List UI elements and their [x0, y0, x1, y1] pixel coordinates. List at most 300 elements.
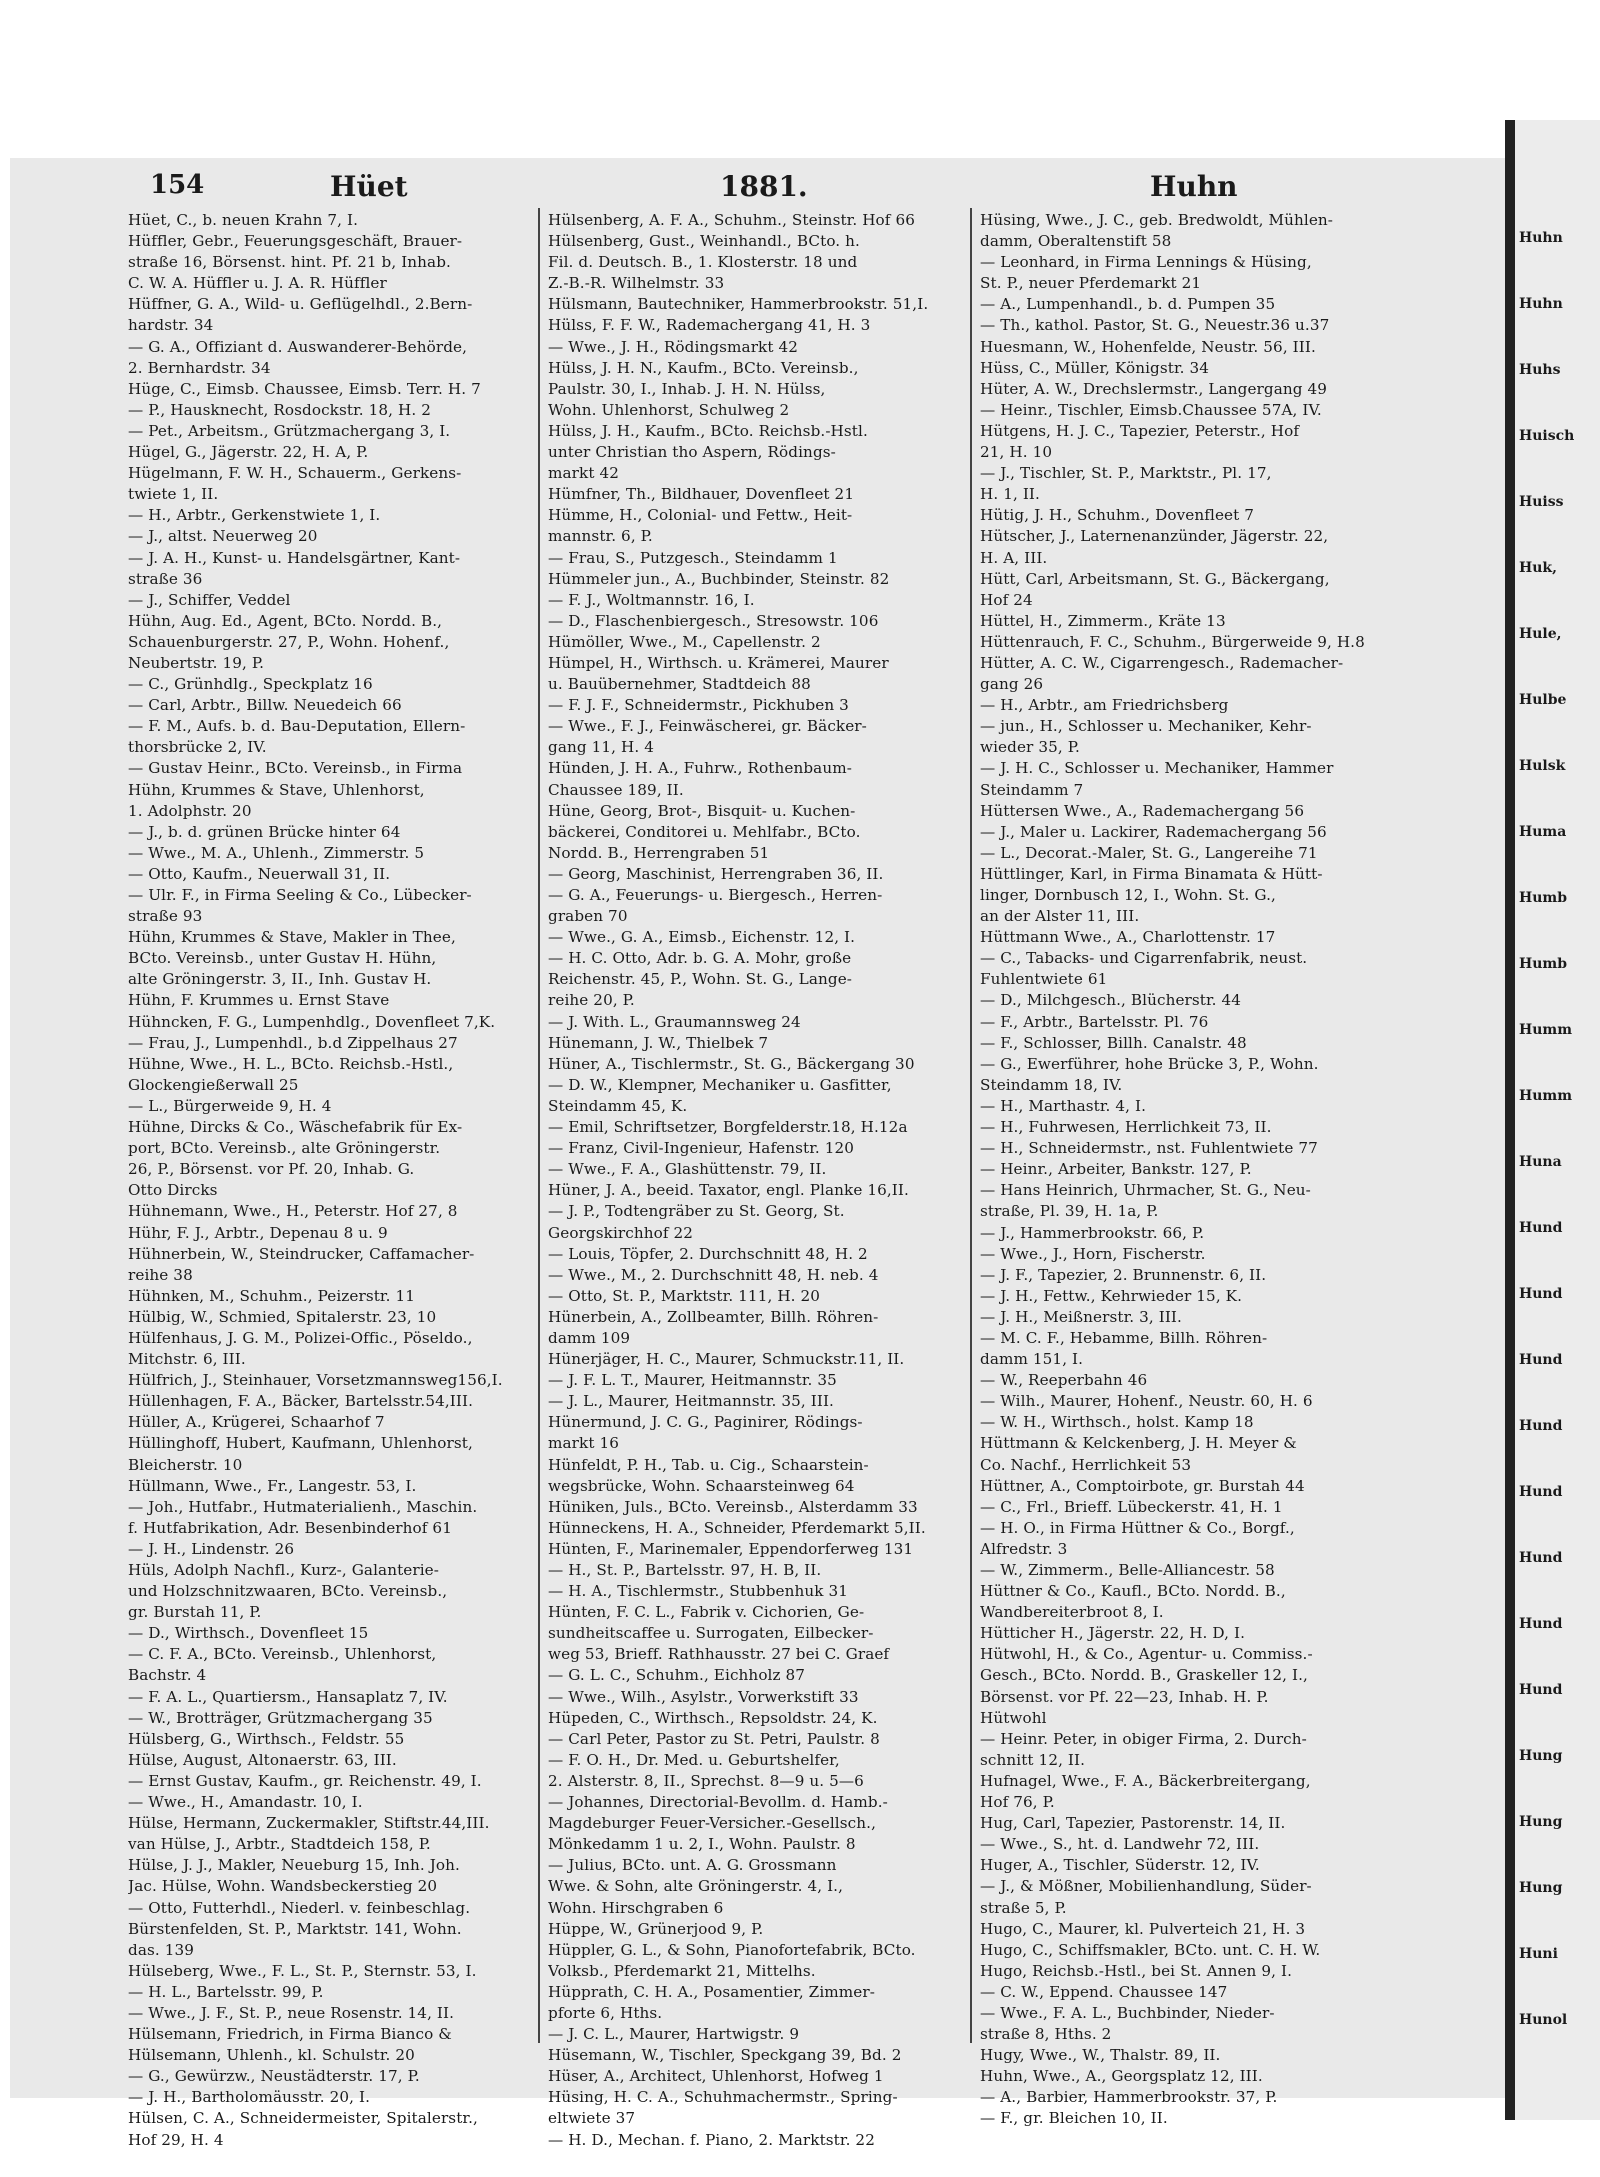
- directory-line: Hof 24: [980, 590, 1033, 609]
- directory-line: — J. A. H., Kunst- u. Handelsgärtner, Kant-: [128, 548, 461, 567]
- directory-line: straße 16, Börsenst. hint. Pf. 21 b, Inhab.: [128, 253, 451, 272]
- directory-line: Hüttel, H., Zimmerm., Kräte 13: [980, 611, 1226, 630]
- next-page-fragment: Huisch: [1519, 428, 1575, 444]
- directory-line: — J. With. L., Graumannsweg 24: [548, 1012, 801, 1031]
- directory-line: Hugo, C., Schiffsmakler, BCto. unt. C. H. W.: [980, 1940, 1321, 1959]
- directory-line: Hümöller, Wwe., M., Capellenstr. 2: [548, 632, 821, 651]
- directory-line: — F. A. L., Quartiersm., Hansaplatz 7, IV.: [128, 1687, 448, 1706]
- directory-line: Huger, A., Tischler, Süderstr. 12, IV.: [980, 1856, 1260, 1875]
- directory-line: — Franz, Civil-Ingenieur, Hafenstr. 120: [548, 1139, 855, 1158]
- next-page-fragment: Huna: [1519, 1154, 1562, 1170]
- directory-line: mannstr. 6, P.: [548, 527, 653, 546]
- directory-line: bäckerei, Conditorei u. Mehlfabr., BCto.: [548, 822, 861, 841]
- directory-line: — F. M., Aufs. b. d. Bau-Deputation, Ellern-: [128, 717, 466, 736]
- directory-line: — Wwe., J. H., Rödingsmarkt 42: [548, 337, 799, 356]
- directory-line: Hüne, Georg, Brot-, Bisquit- u. Kuchen-: [548, 801, 856, 820]
- directory-line: Hütgens, H. J. C., Tapezier, Peterstr., Hof: [980, 421, 1300, 440]
- directory-line: — Ernst Gustav, Kaufm., gr. Reichenstr. 49, I.: [128, 1771, 482, 1790]
- directory-line: Hülss, J. H., Kaufm., BCto. Reichsb.-Hstl.: [548, 421, 868, 440]
- directory-line: Hügelmann, F. W. H., Schauerm., Gerkens-: [128, 464, 462, 483]
- directory-line: Hof 29, H. 4: [128, 2130, 224, 2149]
- directory-line: — A., Barbier, Hammerbrookstr. 37, P.: [980, 2088, 1278, 2107]
- directory-line: Hug, Carl, Tapezier, Pastorenstr. 14, II.: [980, 1814, 1286, 1833]
- directory-line: — C., Grünhdlg., Speckplatz 16: [128, 675, 373, 694]
- directory-line: Hümpel, H., Wirthsch. u. Krämerei, Maurer: [548, 653, 889, 672]
- directory-line: markt 16: [548, 1434, 619, 1453]
- directory-line: — Julius, BCto. unt. A. G. Grossmann: [548, 1856, 837, 1875]
- next-page-fragment: Hule,: [1519, 626, 1562, 642]
- directory-line: Hülse, August, Altonaerstr. 63, III.: [128, 1750, 397, 1769]
- directory-line: linger, Dornbusch 12, I., Wohn. St. G.,: [980, 886, 1276, 904]
- directory-line: — G. L. C., Schuhm., Eichholz 87: [548, 1666, 806, 1685]
- directory-line: Hüller, A., Krügerei, Schaarhof 7: [128, 1413, 385, 1432]
- directory-line: Hünerjäger, H. C., Maurer, Schmuckstr.11, II.: [548, 1350, 905, 1369]
- directory-line: — Georg, Maschinist, Herrengraben 36, II.: [548, 864, 884, 883]
- directory-line: Hüttlinger, Karl, in Firma Binamata & Hütt-: [980, 864, 1323, 883]
- directory-line: Steindamm 7: [980, 780, 1084, 799]
- directory-line: Hüllenhagen, F. A., Bäcker, Bartelsstr.54,III.: [128, 1392, 474, 1411]
- directory-line: — Emil, Schriftsetzer, Borgfelderstr.18, H.12a: [548, 1118, 908, 1137]
- directory-line: — Otto, St. P., Marktstr. 111, H. 20: [548, 1286, 821, 1305]
- directory-line: — Wwe., H., Amandastr. 10, I.: [128, 1793, 363, 1812]
- directory-line: — J. P., Todtengräber zu St. Georg, St.: [548, 1202, 845, 1221]
- directory-line: — M. C. F., Hebamme, Billh. Röhren-: [980, 1328, 1268, 1347]
- next-page-fragment: Hunol: [1519, 2012, 1568, 2028]
- directory-line: Hugy, Wwe., W., Thalstr. 89, II.: [980, 2046, 1221, 2065]
- directory-line: Hülsenberg, Gust., Weinhandl., BCto. h.: [548, 232, 860, 251]
- directory-line: Hülse, Hermann, Zuckermakler, Stiftstr.44,III.: [128, 1814, 490, 1833]
- directory-line: — Louis, Töpfer, 2. Durchschnitt 48, H. 2: [548, 1244, 868, 1263]
- directory-line: — Heinr., Tischler, Eimsb.Chaussee 57A, IV.: [980, 400, 1322, 419]
- directory-line: — F., Schlosser, Billh. Canalstr. 48: [980, 1033, 1247, 1052]
- directory-line: — J. C. L., Maurer, Hartwigstr. 9: [548, 2025, 800, 2044]
- directory-line: — F. J., Woltmannstr. 16, I.: [548, 590, 755, 609]
- next-page-fragment: Humb: [1519, 956, 1568, 972]
- directory-line: straße 8, Hths. 2: [980, 2025, 1112, 2044]
- directory-line: — G. A., Feuerungs- u. Biergesch., Herren-: [548, 886, 883, 904]
- directory-line: Hühncken, F. G., Lumpenhdlg., Dovenfleet 7,K.: [128, 1012, 496, 1031]
- directory-line: St. P., neuer Pferdemarkt 21: [980, 274, 1202, 293]
- directory-line: — Wwe., Wilh., Asylstr., Vorwerkstift 33: [548, 1687, 859, 1706]
- next-page-fragment: Hund: [1519, 1682, 1563, 1698]
- directory-line: Hüpprath, C. H. A., Posamentier, Zimmer-: [548, 1982, 875, 2001]
- directory-line: Hüttner & Co., Kaufl., BCto. Nordd. B.,: [980, 1582, 1286, 1601]
- directory-line: Hülse, J. J., Makler, Neueburg 15, Inh. Joh.: [128, 1856, 460, 1875]
- directory-line: 21, H. 10: [980, 443, 1053, 462]
- directory-line: Hühn, F. Krummes u. Ernst Stave: [128, 991, 390, 1010]
- directory-line: Hufnagel, Wwe., F. A., Bäckerbreitergang,: [980, 1771, 1311, 1790]
- book-gutter: [1505, 120, 1515, 2120]
- next-page-fragment: Hund: [1519, 1220, 1563, 1236]
- directory-line: H. A, III.: [980, 548, 1048, 567]
- directory-line: — Wilh., Maurer, Hohenf., Neustr. 60, H. 6: [980, 1392, 1313, 1411]
- directory-line: Hüner, J. A., beeid. Taxator, engl. Planke 16,II.: [548, 1181, 909, 1200]
- directory-line: Hütticher H., Jägerstr. 22, H. D, I.: [980, 1624, 1246, 1643]
- directory-line: Hünemann, J. W., Thielbek 7: [548, 1033, 769, 1052]
- directory-line: wegsbrücke, Wohn. Schaarsteinweg 64: [548, 1476, 855, 1495]
- directory-line: — H. C. Otto, Adr. b. G. A. Mohr, große: [548, 949, 852, 968]
- directory-line: Hüllmann, Wwe., Fr., Langestr. 53, I.: [128, 1476, 417, 1495]
- directory-line: straße 93: [128, 907, 203, 926]
- directory-line: Hühne, Dircks & Co., Wäschefabrik für Ex-: [128, 1118, 463, 1137]
- directory-line: Hünden, J. H. A., Fuhrw., Rothenbaum-: [548, 759, 852, 778]
- directory-line: Hüner, A., Tischlermstr., St. G., Bäckergang 30: [548, 1054, 915, 1073]
- directory-line: — Leonhard, in Firma Lennings & Hüsing,: [980, 253, 1312, 272]
- directory-line: — Frau, S., Putzgesch., Steindamm 1: [548, 548, 838, 567]
- next-page-fragment: Huk,: [1519, 560, 1557, 576]
- directory-line: schnitt 12, II.: [980, 1750, 1086, 1769]
- directory-line: — J., Schiffer, Veddel: [128, 590, 291, 609]
- directory-line: Hüsemann, W., Tischler, Speckgang 39, Bd. 2: [548, 2046, 902, 2065]
- directory-line: Hühr, F. J., Arbtr., Depenau 8 u. 9: [128, 1223, 388, 1242]
- directory-line: port, BCto. Vereinsb., alte Gröningerstr.: [128, 1139, 441, 1158]
- directory-line: Hünermund, J. C. G., Paginirer, Rödings-: [548, 1413, 863, 1432]
- directory-line: 2. Alsterstr. 8, II., Sprechst. 8—9 u. 5—6: [548, 1771, 864, 1790]
- directory-line: Hugo, Reichsb.-Hstl., bei St. Annen 9, I.: [980, 1961, 1293, 1980]
- directory-line: — Carl Peter, Pastor zu St. Petri, Paulstr. 8: [548, 1729, 880, 1748]
- directory-line: Hütter, A. C. W., Cigarrengesch., Rademacher-: [980, 653, 1344, 672]
- directory-line: — L., Decorat.-Maler, St. G., Langereihe 71: [980, 843, 1318, 862]
- directory-line: Fuhlentwiete 61: [980, 970, 1108, 989]
- directory-line: — D., Milchgesch., Blücherstr. 44: [980, 991, 1242, 1010]
- directory-line: Hülseberg, Wwe., F. L., St. P., Sternstr. 53, I.: [128, 1961, 477, 1980]
- next-page-fragment: Humm: [1519, 1088, 1573, 1104]
- directory-line: — H. D., Mechan. f. Piano, 2. Marktstr. 22: [548, 2130, 875, 2149]
- column-rule-1: [538, 208, 540, 2043]
- directory-line: — W., Brotträger, Grützmachergang 35: [128, 1708, 433, 1727]
- directory-line: — W., Reeperbahn 46: [980, 1371, 1148, 1390]
- directory-line: das. 139: [128, 1940, 195, 1959]
- directory-line: Hüttenrauch, F. C., Schuhm., Bürgerweide 9, H.8: [980, 632, 1365, 651]
- directory-line: twiete 1, II.: [128, 485, 219, 504]
- directory-line: Hütig, J. H., Schuhm., Dovenfleet 7: [980, 506, 1255, 525]
- directory-line: Wwe. & Sohn, alte Gröningerstr. 4, I.,: [548, 1877, 844, 1896]
- directory-line: weg 53, Brieff. Rathhausstr. 27 bei C. Graef: [548, 1645, 890, 1664]
- directory-line: Hüttner, A., Comptoirbote, gr. Burstah 44: [980, 1476, 1305, 1495]
- directory-line: — Carl, Arbtr., Billw. Neuedeich 66: [128, 696, 402, 715]
- directory-line: Neubertstr. 19, P.: [128, 653, 265, 672]
- directory-line: hardstr. 34: [128, 316, 214, 335]
- directory-line: Hüppe, W., Grünerjood 9, P.: [548, 1919, 764, 1938]
- directory-line: C. W. A. Hüffler u. J. A. R. Hüffler: [128, 274, 387, 293]
- directory-line: damm, Oberaltenstift 58: [980, 232, 1172, 251]
- header-right-word: Huhn: [1150, 170, 1238, 203]
- directory-line: Hüttmann Wwe., A., Charlottenstr. 17: [980, 928, 1276, 947]
- directory-line: unter Christian tho Aspern, Rödings-: [548, 443, 836, 462]
- directory-line: Hütt, Carl, Arbeitsmann, St. G., Bäckergang,: [980, 569, 1330, 588]
- directory-line: alte Gröningerstr. 3, II., Inh. Gustav H.: [128, 970, 432, 989]
- directory-line: straße 5, P.: [980, 1898, 1067, 1917]
- directory-line: — D., Wirthsch., Dovenfleet 15: [128, 1624, 369, 1643]
- directory-line: Hünten, F. C. L., Fabrik v. Cichorien, Ge-: [548, 1603, 865, 1622]
- directory-line: — Wwe., M. A., Uhlenh., Zimmerstr. 5: [128, 843, 425, 862]
- next-page-fragment: Humm: [1519, 1022, 1573, 1038]
- directory-line: Hülss, J. H. N., Kaufm., BCto. Vereinsb.,: [548, 358, 859, 377]
- next-page-fragment: Hulsk: [1519, 758, 1566, 774]
- directory-line: — H., Arbtr., am Friedrichsberg: [980, 696, 1229, 715]
- directory-line: wieder 35, P.: [980, 738, 1080, 757]
- directory-line: — Wwe., F. A., Glashüttenstr. 79, II.: [548, 1160, 827, 1179]
- directory-line: sundheitscaffee u. Surrogaten, Eilbecker-: [548, 1624, 874, 1643]
- directory-line: Glockengießerwall 25: [128, 1075, 299, 1094]
- directory-line: Hüter, A. W., Drechslermstr., Langergang 49: [980, 379, 1328, 398]
- directory-line: Hülsen, C. A., Schneidermeister, Spitalerstr.,: [128, 2109, 478, 2128]
- directory-line: — H., Arbtr., Gerkenstwiete 1, I.: [128, 506, 381, 525]
- column-3: [980, 210, 1370, 2130]
- next-page-fragment: Hung: [1519, 1814, 1563, 1830]
- next-page-fragment: Huhn: [1519, 296, 1563, 312]
- next-page-fragment: Hund: [1519, 1286, 1563, 1302]
- directory-line: straße, Pl. 39, H. 1a, P.: [980, 1202, 1159, 1221]
- next-page-fragment: Huni: [1519, 1946, 1558, 1962]
- directory-line: u. Bauübernehmer, Stadtdeich 88: [548, 675, 811, 694]
- directory-line: markt 42: [548, 464, 619, 483]
- directory-line: Mitchstr. 6, III.: [128, 1350, 246, 1369]
- directory-line: — G. A., Offiziant d. Auswanderer-Behörde,: [128, 337, 468, 356]
- directory-line: — F., gr. Bleichen 10, II.: [980, 2109, 1168, 2128]
- directory-line: Hof 76, P.: [980, 1793, 1055, 1812]
- directory-line: — Gustav Heinr., BCto. Vereinsb., in Firma: [128, 759, 463, 778]
- directory-line: Hülbig, W., Schmied, Spitalerstr. 23, 10: [128, 1307, 437, 1326]
- next-page-fragment: Huiss: [1519, 494, 1564, 510]
- directory-line: — Hans Heinrich, Uhrmacher, St. G., Neu-: [980, 1181, 1311, 1200]
- directory-line: Jac. Hülse, Wohn. Wandsbeckerstieg 20: [128, 1877, 438, 1896]
- directory-line: — J., b. d. grünen Brücke hinter 64: [128, 822, 401, 841]
- next-page-fragment: Hung: [1519, 1880, 1563, 1896]
- directory-line: — F., Arbtr., Bartelsstr. Pl. 76: [980, 1012, 1209, 1031]
- directory-line: Hugo, C., Maurer, kl. Pulverteich 21, H. 3: [980, 1919, 1306, 1938]
- directory-line: reihe 38: [128, 1265, 193, 1284]
- directory-line: Hühn, Krummes & Stave, Makler in Thee,: [128, 928, 456, 947]
- directory-line: eltwiete 37: [548, 2109, 636, 2128]
- directory-line: Hütwohl: [980, 1708, 1047, 1727]
- directory-line: Huhn, Wwe., A., Georgsplatz 12, III.: [980, 2067, 1263, 2086]
- directory-line: Hühn, Krummes & Stave, Uhlenhorst,: [128, 780, 425, 799]
- next-page-fragment: Hund: [1519, 1352, 1563, 1368]
- directory-line: Hümfner, Th., Bildhauer, Dovenfleet 21: [548, 485, 855, 504]
- directory-line: — Pet., Arbeitsm., Grützmachergang 3, I.: [128, 421, 451, 440]
- directory-line: — Wwe., S., ht. d. Landwehr 72, III.: [980, 1835, 1260, 1854]
- directory-line: — J. L., Maurer, Heitmannstr. 35, III.: [548, 1392, 834, 1411]
- directory-line: Hüser, A., Architect, Uhlenhorst, Hofweg 1: [548, 2067, 884, 2086]
- directory-line: van Hülse, J., Arbtr., Stadtdeich 158, P.: [128, 1835, 431, 1854]
- directory-line: — J. H., Bartholomäusstr. 20, I.: [128, 2088, 370, 2107]
- directory-line: — Wwe., M., 2. Durchschnitt 48, H. neb. 4: [548, 1265, 879, 1284]
- directory-line: an der Alster 11, III.: [980, 907, 1140, 926]
- directory-line: — C. W., Eppend. Chaussee 147: [980, 1982, 1228, 2001]
- directory-line: Volksb., Pferdemarkt 21, Mittelhs.: [548, 1961, 816, 1980]
- directory-line: — J., & Mößner, Mobilienhandlung, Süder-: [980, 1877, 1312, 1896]
- directory-line: Börsenst. vor Pf. 22—23, Inhab. H. P.: [980, 1687, 1269, 1706]
- directory-line: — J. H. C., Schlosser u. Mechaniker, Hammer: [980, 759, 1334, 778]
- directory-line: — G., Gewürzw., Neustädterstr. 17, P.: [128, 2067, 420, 2086]
- directory-line: Steindamm 45, K.: [548, 1096, 688, 1115]
- directory-line: — Heinr. Peter, in obiger Firma, 2. Durch-: [980, 1729, 1307, 1748]
- next-page-fragment: Humb: [1519, 890, 1568, 906]
- directory-line: Hühne, Wwe., H. L., BCto. Reichsb.-Hstl.,: [128, 1054, 454, 1073]
- column-1: [128, 210, 518, 2151]
- directory-line: Hüttmann & Kelckenberg, J. H. Meyer &: [980, 1434, 1297, 1453]
- directory-line: damm 109: [548, 1328, 631, 1347]
- directory-line: — Heinr., Arbeiter, Bankstr. 127, P.: [980, 1160, 1252, 1179]
- directory-line: Hülsberg, G., Wirthsch., Feldstr. 55: [128, 1729, 405, 1748]
- next-page-fragment: Huhn: [1519, 230, 1563, 246]
- directory-line: Bachstr. 4: [128, 1666, 207, 1685]
- directory-line: Alfredstr. 3: [980, 1539, 1068, 1558]
- directory-line: — Ulr. F., in Firma Seeling & Co., Lübecker-: [128, 886, 472, 904]
- directory-line: Reichenstr. 45, P., Wohn. St. G., Lange-: [548, 970, 853, 989]
- directory-line: Hümmeler jun., A., Buchbinder, Steinstr. 82: [548, 569, 890, 588]
- directory-line: — J. F. L. T., Maurer, Heitmannstr. 35: [548, 1371, 837, 1390]
- directory-line: Hügel, G., Jägerstr. 22, H. A, P.: [128, 443, 369, 462]
- directory-line: — W. H., Wirthsch., holst. Kamp 18: [980, 1413, 1254, 1432]
- directory-line: Hülsenberg, A. F. A., Schuhm., Steinstr. Hof 66: [548, 211, 915, 229]
- directory-line: und Holzschnitzwaaren, BCto. Vereinsb.,: [128, 1582, 448, 1601]
- directory-line: gang 26: [980, 675, 1044, 694]
- directory-line: — C., Tabacks- und Cigarrenfabrik, neust.: [980, 949, 1308, 968]
- directory-line: Hünneckens, H. A., Schneider, Pferdemarkt 5,II.: [548, 1518, 926, 1537]
- directory-line: — P., Hausknecht, Rosdockstr. 18, H. 2: [128, 400, 431, 419]
- directory-line: — Otto, Futterhdl., Niederl. v. feinbeschlag.: [128, 1898, 471, 1917]
- directory-line: — C., Frl., Brieff. Lübeckerstr. 41, H. 1: [980, 1497, 1283, 1516]
- directory-line: Hühn, Aug. Ed., Agent, BCto. Nordd. B.,: [128, 611, 443, 630]
- directory-line: — H. A., Tischlermstr., Stubbenhuk 31: [548, 1582, 849, 1601]
- directory-line: Georgskirchhof 22: [548, 1223, 694, 1242]
- directory-line: — H. O., in Firma Hüttner & Co., Borgf.,: [980, 1518, 1295, 1537]
- directory-line: Z.-B.-R. Wilhelmstr. 33: [548, 274, 725, 293]
- next-page-fragment: Hund: [1519, 1616, 1563, 1632]
- column-rule-2: [970, 208, 972, 2043]
- directory-line: Gesch., BCto. Nordd. B., Graskeller 12, I.,: [980, 1666, 1308, 1685]
- directory-line: — W., Zimmerm., Belle-Alliancestr. 58: [980, 1561, 1275, 1579]
- directory-line: — J. H., Lindenstr. 26: [128, 1539, 295, 1558]
- directory-line: — Wwe., F. A. L., Buchbinder, Nieder-: [980, 2003, 1275, 2022]
- directory-line: Hühnemann, Wwe., H., Peterstr. Hof 27, 8: [128, 1202, 458, 1221]
- directory-line: Hüsing, H. C. A., Schuhmachermstr., Spring-: [548, 2088, 898, 2107]
- header-year: 1881.: [720, 170, 808, 203]
- directory-line: 26, P., Börsenst. vor Pf. 20, Inhab. G.: [128, 1160, 415, 1179]
- directory-line: Steindamm 18, IV.: [980, 1075, 1123, 1094]
- directory-line: — H., Schneidermstr., nst. Fuhlentwiete 77: [980, 1139, 1318, 1158]
- directory-line: Hüffler, Gebr., Feuerungsgeschäft, Brauer-: [128, 232, 463, 251]
- directory-line: Bürstenfelden, St. P., Marktstr. 141, Wohn.: [128, 1919, 462, 1938]
- directory-line: Hülsemann, Friedrich, in Firma Bianco &: [128, 2025, 452, 2044]
- directory-line: 2. Bernhardstr. 34: [128, 358, 271, 377]
- column-2: [548, 210, 938, 2151]
- directory-line: — Johannes, Directorial-Bevollm. d. Hamb.-: [548, 1793, 888, 1812]
- directory-line: Hühnerbein, W., Steindrucker, Caffamacher-: [128, 1244, 475, 1263]
- directory-line: Hülfenhaus, J. G. M., Polizei-Offic., Pöseldo.,: [128, 1328, 473, 1347]
- directory-line: — Th., kathol. Pastor, St. G., Neuestr.36 u.37: [980, 316, 1330, 335]
- directory-line: graben 70: [548, 907, 628, 926]
- directory-line: Hüpeden, C., Wirthsch., Repsoldstr. 24, K.: [548, 1708, 878, 1727]
- directory-line: Wohn. Uhlenhorst, Schulweg 2: [548, 400, 790, 419]
- directory-line: — Frau, J., Lumpenhdl., b.d Zippelhaus 27: [128, 1033, 458, 1052]
- directory-line: Hümme, H., Colonial- und Fettw., Heit-: [548, 506, 853, 525]
- directory-line: — H., Fuhrwesen, Herrlichkeit 73, II.: [980, 1118, 1272, 1137]
- next-page-fragment: Huhs: [1519, 362, 1561, 378]
- directory-line: Hünten, F., Marinemaler, Eppendorferweg 131: [548, 1539, 914, 1558]
- directory-line: Hüet, C., b. neuen Krahn 7, I.: [128, 211, 359, 229]
- directory-line: Magdeburger Feuer-Versicher.-Gesellsch.,: [548, 1814, 876, 1833]
- directory-line: — H. L., Bartelsstr. 99, P.: [128, 1982, 324, 2001]
- directory-line: Chaussee 189, II.: [548, 780, 684, 799]
- directory-line: — J., altst. Neuerweg 20: [128, 527, 318, 546]
- directory-line: Hünerbein, A., Zollbeamter, Billh. Röhren-: [548, 1307, 879, 1326]
- directory-line: Hüffner, G. A., Wild- u. Geflügelhdl., 2.Bern-: [128, 295, 473, 314]
- directory-line: Hüge, C., Eimsb. Chaussee, Eimsb. Terr. H. 7: [128, 379, 481, 398]
- directory-line: — A., Lumpenhandl., b. d. Pumpen 35: [980, 295, 1276, 314]
- directory-line: — Wwe., F. J., Feinwäscherei, gr. Bäcker-: [548, 717, 867, 736]
- directory-line: — H., Marthastr. 4, I.: [980, 1096, 1147, 1115]
- adjacent-page-edge: [1515, 120, 1600, 2120]
- directory-line: Paulstr. 30, I., Inhab. J. H. N. Hülss,: [548, 379, 826, 398]
- page-number: 154: [150, 170, 205, 200]
- directory-line: — F. J. F., Schneidermstr., Pickhuben 3: [548, 696, 849, 715]
- directory-line: Hülfrich, J., Steinhauer, Vorsetzmannsweg156,I.: [128, 1371, 503, 1390]
- directory-line: — H., St. P., Bartelsstr. 97, H. B, II.: [548, 1561, 822, 1579]
- directory-line: Hülsemann, Uhlenh., kl. Schulstr. 20: [128, 2046, 415, 2065]
- next-page-fragment: Hund: [1519, 1550, 1563, 1566]
- directory-line: pforte 6, Hths.: [548, 2003, 663, 2022]
- directory-line: Hütscher, J., Laternenanzünder, Jägerstr. 22,: [980, 527, 1329, 546]
- next-page-fragment: Huma: [1519, 824, 1567, 840]
- directory-line: Nordd. B., Herrengraben 51: [548, 843, 770, 862]
- directory-line: Fil. d. Deutsch. B., 1. Klosterstr. 18 und: [548, 253, 858, 272]
- directory-line: Hütwohl, H., & Co., Agentur- u. Commiss.-: [980, 1645, 1313, 1664]
- directory-line: gr. Burstah 11, P.: [128, 1603, 262, 1622]
- next-page-fragment: Hulbe: [1519, 692, 1567, 708]
- directory-line: — J. H., Fettw., Kehrwieder 15, K.: [980, 1286, 1243, 1305]
- directory-line: Mönkedamm 1 u. 2, I., Wohn. Paulstr. 8: [548, 1835, 856, 1854]
- directory-line: — J. H., Meißnerstr. 3, III.: [980, 1307, 1182, 1326]
- directory-line: f. Hutfabrikation, Adr. Besenbinderhof 61: [128, 1518, 452, 1537]
- directory-line: Wohn. Hirschgraben 6: [548, 1898, 724, 1917]
- directory-line: Hülss, F. F. W., Rademachergang 41, H. 3: [548, 316, 871, 335]
- directory-line: gang 11, H. 4: [548, 738, 654, 757]
- directory-line: Hüniken, Juls., BCto. Vereinsb., Alsterdamm 33: [548, 1497, 918, 1516]
- directory-line: BCto. Vereinsb., unter Gustav H. Hühn,: [128, 949, 437, 968]
- directory-line: — D. W., Klempner, Mechaniker u. Gasfitter,: [548, 1075, 892, 1094]
- directory-line: Wandbereiterbroot 8, I.: [980, 1603, 1164, 1622]
- directory-line: — C. F. A., BCto. Vereinsb., Uhlenhorst,: [128, 1645, 437, 1664]
- directory-line: Hülsmann, Bautechniker, Hammerbrookstr. 51,I.: [548, 295, 929, 314]
- directory-line: H. 1, II.: [980, 485, 1040, 504]
- directory-line: 1. Adolphstr. 20: [128, 801, 252, 820]
- directory-line: damm 151, I.: [980, 1350, 1084, 1369]
- directory-line: — Wwe., J. F., St. P., neue Rosenstr. 14, II.: [128, 2003, 455, 2022]
- directory-line: Hüsing, Wwe., J. C., geb. Bredwoldt, Mühlen-: [980, 211, 1334, 229]
- header-left-word: Hüet: [330, 170, 408, 203]
- directory-line: — G., Ewerführer, hohe Brücke 3, P., Wohn.: [980, 1054, 1319, 1073]
- directory-line: Hünfeldt, P. H., Tab. u. Cig., Schaarstein-: [548, 1455, 869, 1474]
- next-page-fragment: Hund: [1519, 1418, 1563, 1434]
- directory-line: Hühnken, M., Schuhm., Peizerstr. 11: [128, 1286, 415, 1305]
- directory-line: — L., Bürgerweide 9, H. 4: [128, 1096, 332, 1115]
- directory-line: Hüllinghoff, Hubert, Kaufmann, Uhlenhorst,: [128, 1434, 473, 1453]
- directory-line: — J., Maler u. Lackirer, Rademachergang 56: [980, 822, 1327, 841]
- directory-line: Hüss, C., Müller, Königstr. 34: [980, 358, 1210, 377]
- directory-line: — J. F., Tapezier, 2. Brunnenstr. 6, II.: [980, 1265, 1267, 1284]
- directory-line: straße 36: [128, 569, 203, 588]
- directory-line: Hüttersen Wwe., A., Rademachergang 56: [980, 801, 1305, 820]
- directory-line: thorsbrücke 2, IV.: [128, 738, 267, 757]
- directory-line: — Otto, Kaufm., Neuerwall 31, II.: [128, 864, 391, 883]
- directory-line: — Wwe., G. A., Eimsb., Eichenstr. 12, I.: [548, 928, 856, 947]
- directory-line: — Joh., Hutfabr., Hutmaterialienh., Maschin.: [128, 1497, 478, 1516]
- directory-line: reihe 20, P.: [548, 991, 635, 1010]
- directory-line: — J., Tischler, St. P., Marktstr., Pl. 17,: [980, 464, 1272, 483]
